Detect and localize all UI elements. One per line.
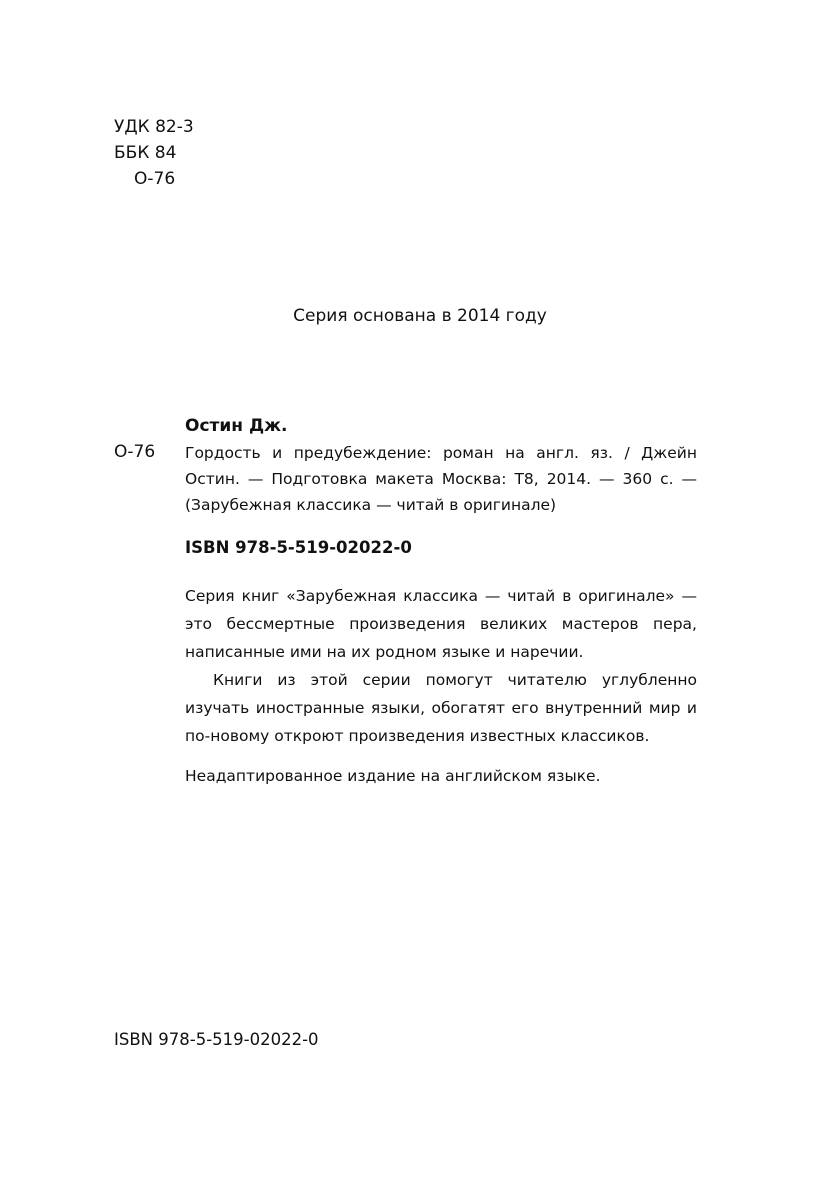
annotation-paragraph-3: Неадаптированное издание на английском языке. bbox=[185, 767, 601, 785]
bbk-code: ББК 84 bbox=[114, 143, 177, 163]
isbn-entry: ISBN 978-5-519-02022-0 bbox=[185, 538, 412, 557]
entry-author-mark: О-76 bbox=[114, 442, 156, 462]
series-founded-note: Серия основана в 2014 году bbox=[293, 306, 547, 326]
footer-isbn: ISBN 978-5-519-02022-0 bbox=[114, 1030, 319, 1049]
annotation-paragraph-2: Книги из этой серии помогут читателю углубленно изучать иностранные языки, обогатят его внутренний мир и по-новому откроют произведения известных классиков. bbox=[185, 671, 697, 745]
annotation-paragraph-1: Серия книг «Зарубежная классика — читай в оригинале» — это бессмертные произведения великих мастеров пера, написанные ими на их родном языке и наречии. bbox=[185, 587, 697, 661]
bibliographic-description: Гордость и предубеждение: роман на англ. яз. / Джейн Остин. — Подготовка макета Москва: T8, 2014. — 360 с. — (Зарубежная классика — читай в оригинале) bbox=[185, 444, 697, 514]
author-mark-code: О-76 bbox=[134, 169, 176, 189]
author-heading: Остин Дж. bbox=[185, 416, 288, 436]
udk-code: УДК 82-3 bbox=[114, 117, 194, 137]
